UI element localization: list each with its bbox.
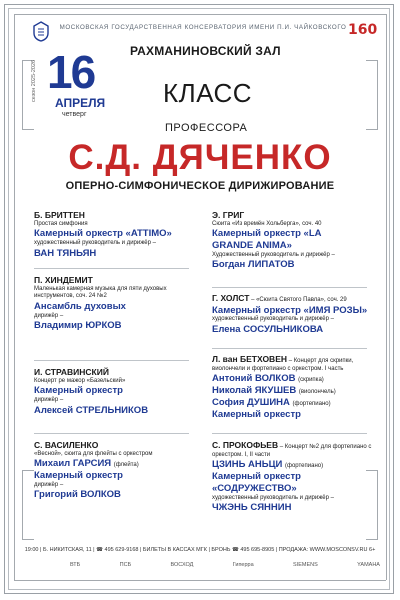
class-title: КЛАСС: [163, 78, 253, 108]
conductor: Владимир ЮРКОВ: [34, 320, 122, 331]
work-title: «Весной», сюита для флейты с оркестром: [34, 450, 153, 457]
soloist: Николай ЯКУШЕВ: [212, 384, 297, 396]
program-item: [34, 440, 202, 501]
program-item: [34, 367, 202, 416]
conductor: Богдан ЛИПАТОВ: [212, 259, 295, 271]
role-label: дирижёр –: [34, 481, 64, 488]
deco-line: [14, 580, 386, 581]
event-weekday: четверг: [62, 111, 87, 118]
soloist: ЦЗИНЬ АНЬЦИ: [212, 459, 283, 470]
deco-line: [386, 14, 387, 580]
deco-bracket: [22, 470, 34, 540]
soloist-role: (виолончель): [298, 388, 336, 395]
divider: [212, 287, 367, 288]
ensemble: Камерный оркестр: [212, 408, 301, 420]
conductor: Алексей СТРЕЛЬНИКОВ: [34, 404, 149, 416]
work-title: – «Сюита Святого Павла», соч. 29: [251, 297, 347, 303]
divider: [34, 268, 189, 269]
work-title: – Концерт для скрипки, виолончели и фортепиано с оркестром. I часть: [212, 358, 354, 372]
subject-title: ОПЕРНО-СИМФОНИЧЕСКОЕ ДИРИЖИРОВАНИЕ: [65, 180, 335, 192]
sponsor-logo: ВОСХОД: [170, 562, 194, 568]
divider: [212, 433, 367, 434]
season-label: сезон 2025-2026: [31, 59, 37, 102]
divider: [212, 348, 367, 349]
deco-line: [14, 14, 15, 580]
hall-name: РАХМАНИНОВСКИЙ ЗАЛ: [130, 44, 281, 58]
role-label: художественный руководитель и дирижёр –: [212, 316, 334, 323]
sponsor-logo: ПСБ: [119, 562, 132, 568]
composer: И. СТРАВИНСКИЙ: [34, 367, 109, 377]
ensemble: Камерный оркестр «ATTIMO»: [34, 228, 172, 240]
role-label: дирижёр –: [34, 397, 64, 403]
deco-bracket: [366, 60, 378, 130]
role-label: художественный руководитель и дирижёр –: [34, 240, 156, 246]
role-label: Художественный руководитель и дирижёр –: [212, 251, 335, 258]
conductor: ВАН ТЯНЬЯН: [34, 247, 97, 259]
footer-info: 19:00 | Б. НИКИТСКАЯ, 11 | ☎ 495 629-9168 | БИЛЕТЫ В КАССАХ МГК | БРОНЬ ☎ 495 695-8905 | ПРОДАЖА: WWW.MOSCONSV.RU 6+: [24, 547, 376, 553]
composer: Э. ГРИГ: [212, 210, 245, 220]
sponsor-logo: ВТБ: [70, 562, 81, 568]
role-label: дирижёр –: [34, 312, 64, 319]
composer: П. ХИНДЕМИТ: [34, 275, 93, 285]
program-item: [34, 210, 202, 259]
work-title: – Концерт №2 для фортепиано с оркестром. I, II части: [212, 444, 372, 458]
program-item: [212, 293, 380, 336]
soloist-role: (флейта): [113, 462, 139, 469]
ensemble: Камерный оркестр «СОДРУЖЕСТВО»: [212, 470, 301, 494]
sponsor-logo: Гиперра: [232, 562, 254, 568]
program-item: [212, 440, 380, 514]
conductor: ЧЖЭНЬ СЯННИН: [212, 502, 292, 514]
professor-name: С.Д. ДЯЧЕНКО: [68, 138, 332, 177]
sponsor-logos: [70, 562, 380, 568]
work-title: Сюита «Из времён Хольберга», соч. 40: [212, 220, 322, 227]
work-title: Маленькая камерная музыка для пяти духовых инструментов, соч. 24 №2: [34, 285, 167, 300]
conductor: Елена СОСУЛЬНИКОВА: [212, 323, 324, 335]
composer: Б. БРИТТЕН: [34, 210, 85, 220]
divider: [34, 433, 189, 434]
soloist-role: (фортепиано): [292, 400, 331, 407]
program-item: [34, 275, 202, 332]
ensemble: Ансамбль духовых: [34, 300, 126, 312]
soloist: Михаил ГАРСИЯ: [34, 458, 112, 470]
ensemble: Камерный оркестр «ИМЯ РОЗЫ»: [212, 304, 368, 316]
sponsor-logo: SIEMENS: [293, 562, 318, 568]
event-month: АПРЕЛЯ: [55, 96, 106, 110]
composer: Г. ХОЛСТ: [212, 293, 250, 303]
ensemble: Камерный оркестр «LA GRANDE ANIMA»: [212, 228, 322, 251]
composer: С. ПРОКОФЬЕВ: [212, 440, 279, 450]
soloist-role: (фортепиано): [285, 463, 324, 469]
ensemble: Камерный оркестр: [34, 385, 123, 397]
ensemble: Камерный оркестр: [34, 470, 123, 481]
deco-line: [14, 14, 386, 15]
emblem-icon: [30, 20, 52, 42]
composer: Л. ван БЕТХОВЕН: [212, 354, 288, 364]
conservatory-name: МОСКОВСКАЯ ГОСУДАРСТВЕННАЯ КОНСЕРВАТОРИЯ ИМЕНИ П.И. ЧАЙКОВСКОГО: [59, 24, 347, 31]
conductor: Григорий ВОЛКОВ: [34, 489, 121, 501]
professor-label: ПРОФЕССОРА: [165, 122, 248, 134]
role-label: художественный руководитель и дирижёр –: [212, 494, 334, 501]
soloist: София ДУШИНА: [212, 396, 290, 408]
work-title: Простая симфония: [34, 220, 88, 227]
program-item: [212, 210, 380, 271]
program-item: [212, 354, 380, 421]
anniversary-logo: 160: [348, 22, 378, 38]
divider: [34, 360, 189, 361]
soloist: Антоний ВОЛКОВ: [212, 373, 296, 384]
work-title: Концерт ре мажор «Базельский»: [34, 377, 126, 384]
soloist-role: (скрипка): [298, 377, 324, 383]
event-day: 16: [47, 46, 95, 98]
sponsor-logo: YAMAHA: [357, 562, 380, 568]
composer: С. ВАСИЛЕНКО: [34, 440, 99, 450]
